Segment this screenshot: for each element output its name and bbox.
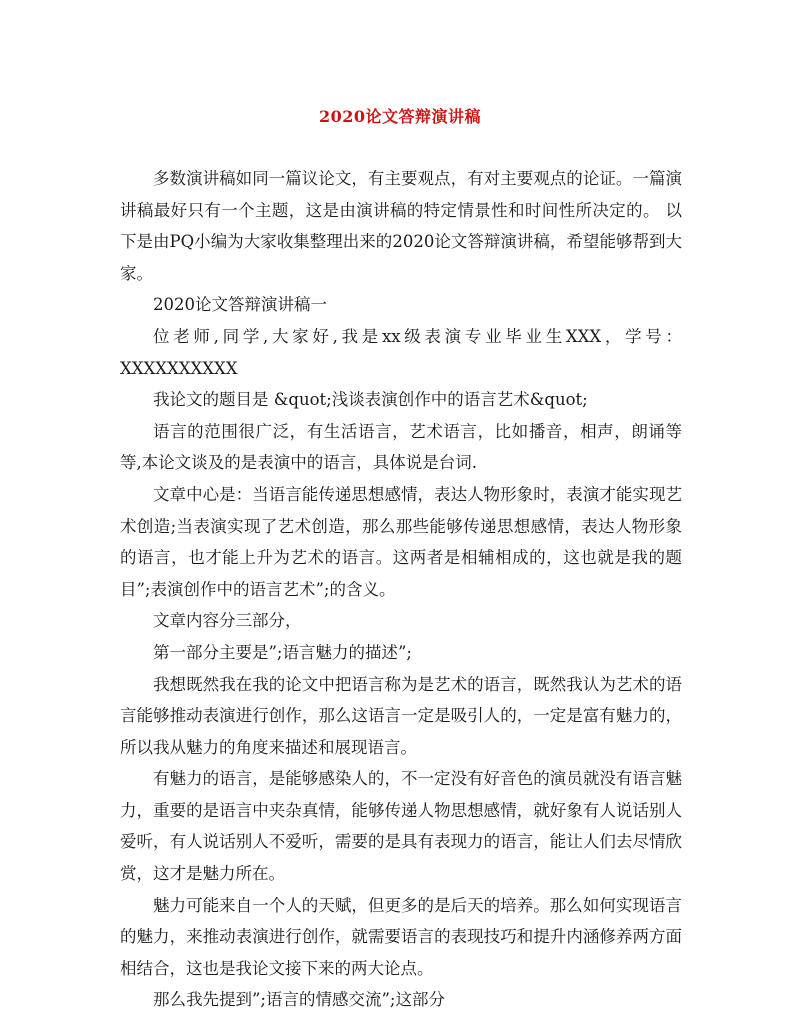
paragraph: 多数演讲稿如同一篇议论文，有主要观点，有对主要观点的论证。一篇演讲稿最好只有一个主题，这是由演讲稿的特定情景性和时间性所决定的。 以下是由PQ小编为大家收集整理出来的2020论文答辩演讲稿，希望能够帮到大家。 — [120, 169, 682, 283]
paragraph: 我论文的题目是 &quot;浅谈表演创作中的语言艺术&quot; — [153, 390, 588, 410]
document-body — [120, 163, 682, 1016]
paragraph: 魅力可能来自一个人的天赋，但更多的是后天的培养。那么如何实现语言的魅力，来推动表演进行创作，就需要语言的表现技巧和提升内涵修养两方面相结合，这也是我论文接下来的两大论点。 — [120, 895, 682, 978]
paragraph: 文章中心是：当语言能传递思想感情，表达人物形象时，表演才能实现艺术创造;当表演实现了艺术创造，那么那些能够传递思想感情，表达人物形象的语言，也才能上升为艺术的语言。这两者是相辅相成的，这也就是我的题目”;表演创作中的语言艺术”;的含义。 — [120, 484, 682, 599]
paragraph: 文章内容分三部分， — [153, 611, 302, 631]
paragraph: 那么我先提到”;语言的情感交流”;这部分 — [153, 990, 445, 1010]
paragraph: 2020论文答辩演讲稿一 — [153, 295, 327, 315]
paragraph: 有魅力的语言，是能够感染人的，不一定没有好音色的演员就没有语言魅力，重要的是语言中夹杂真情，能够传递人物思想感情，就好象有人说话别人爱听，有人说话别人不爱听，需要的是具有表现力的语言，能让人们去尽情欣赏，这才是魅力所在。 — [120, 769, 682, 884]
paragraph: 我想既然我在我的论文中把语言称为是艺术的语言，既然我认为艺术的语言能够推动表演进行创作，那么这语言一定是吸引人的，一定是富有魅力的，所以我从魅力的角度来描述和展现语言。 — [120, 674, 682, 757]
paragraph: 第一部分主要是”;语言魅力的描述”; — [153, 642, 412, 662]
paragraph: 位老师,同学,大家好,我是xx级表演专业毕业生XXX，学号：XXXXXXXXXX — [120, 326, 682, 378]
paragraph: 语言的范围很广泛，有生活语言，艺术语言，比如播音，相声，朗诵等等,本论文谈及的是表演中的语言，具体说是台词. — [120, 421, 682, 473]
document-title: 2020论文答辩演讲稿 — [318, 107, 482, 126]
